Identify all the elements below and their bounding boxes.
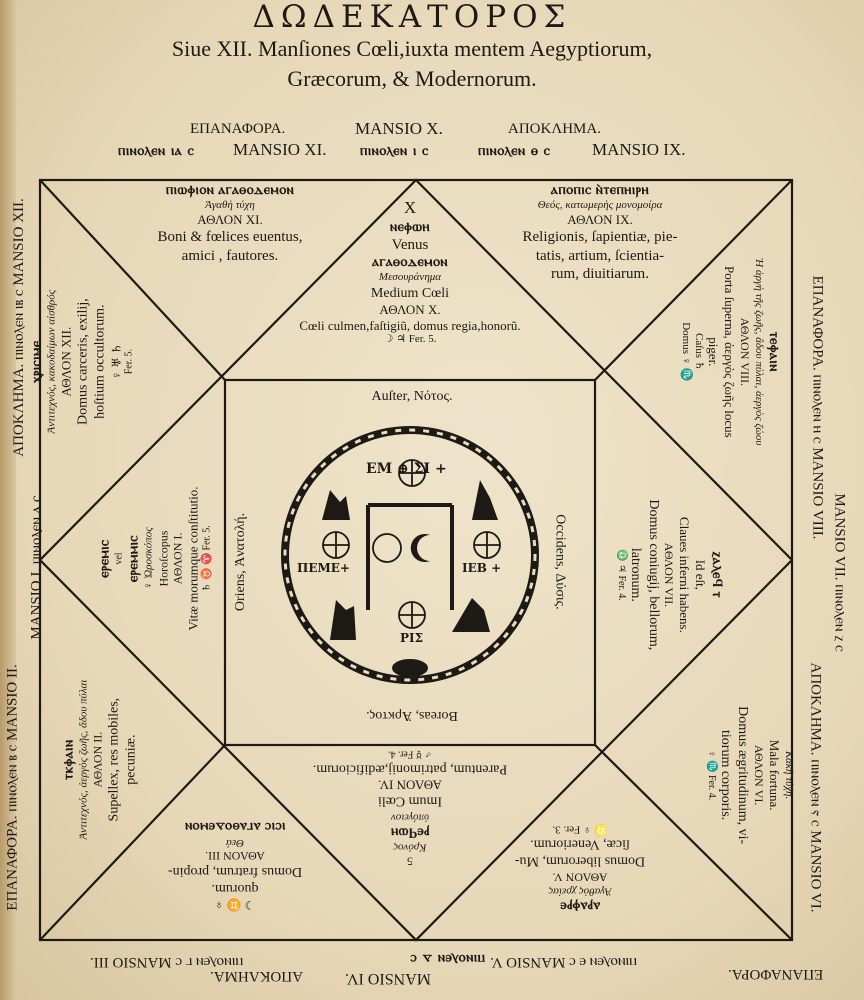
house-vii-coptic: ⲍⲁⲗⲉϥ ⲧ	[708, 551, 724, 599]
crescent-moon	[411, 534, 430, 562]
top-coptic-right: ⲡⲓⲛⲟⲗⲉⲛ ⲑ ⲥ	[478, 143, 551, 159]
house-vi-athlon: ΑΘΛΟΝ VI.	[751, 744, 766, 806]
house-iv-fer: ♂ ☿ Fer. 4.	[388, 749, 432, 761]
house-ii-line2: pecuniæ.	[123, 734, 139, 785]
bottom-apoklima: ΑΠΟΚΛΗΜΑ.	[210, 968, 303, 984]
house-xii-greek: Ἀντιτεχνός, κακοδαίμων αἰσθρός	[45, 289, 58, 434]
right-mansio-viii: ΕΠΑΝΑΦΟΡΑ. ⲡⲓⲛⲟⲗⲉⲛ ⲏ ⲥ MANSIO VIII.	[809, 275, 826, 540]
house-ix-coptic: ⲁⲡⲟⲡⲓⲥ ⲛ̀ⲧⲉⲡⲏⲓⲣⲏ	[550, 183, 650, 198]
house-ii-greek: Ἀντιτεχνός, ἀεργὸς ζωῆς, ἄδου πύλαι	[77, 679, 90, 840]
house-vii-line1: Id eſt,	[692, 559, 708, 591]
house-iii-greek: Θεά	[225, 836, 245, 849]
house-ii-coptic: ⲧⲕⲫⲁⲓⲛ	[61, 739, 77, 780]
house-x-athlon: ΑΘΛΟΝ X.	[379, 301, 441, 317]
house-iv-desc: Parentum, patrimonij,ædificiorum.	[312, 761, 508, 777]
house-iv-coptic: ⲣⲉϥⲱⲏ	[390, 824, 430, 840]
house-ix-athlon: ΑΘΛΟΝ IX.	[567, 212, 633, 228]
house-xi-greek: Ἀγαθὴ τύχη	[205, 199, 255, 212]
house-vii	[615, 470, 725, 680]
inner-square	[225, 380, 595, 745]
house-viii	[678, 232, 782, 472]
house-iii-athlon: ΑΘΛΟΝ III.	[205, 849, 265, 864]
house-vi	[705, 665, 795, 885]
house-i-athlon: ΑΘΛΟΝ I.	[170, 532, 185, 585]
house-iii-signs: ☽ ♊ ♀	[214, 897, 256, 912]
house-iv-numeral: 5	[407, 854, 413, 869]
cardinal-west: Occidens, Δύσις.	[552, 514, 568, 610]
top-mansio-xi: MANSIO XI.	[233, 140, 327, 159]
house-i	[96, 454, 213, 664]
house-xii-line1: Domus carceris, exilij,	[75, 298, 91, 426]
house-vii-line4: latronum.	[628, 547, 644, 602]
ouroboros-head	[392, 659, 428, 677]
center-left-label: ΠΕΜΕ+	[297, 561, 350, 575]
house-xii-coptic: ⲭⲣⲓⲥⲓⲙⲉ	[29, 340, 45, 383]
house-xi-line2: amici , fautores.	[181, 247, 279, 264]
house-viii-line1: Porta ſuperna, ἀεργὸς ζωῆς locus	[721, 265, 737, 438]
sun-disc	[373, 534, 401, 562]
house-i-coptic: ⲉⲣⲉⲙⲓⲥ	[97, 539, 113, 578]
bottom-mansio-iii: ⲡⲓⲛⲟⲗⲉⲛ ⲅ ⲥ MANSIO III.	[90, 954, 244, 970]
center-bottom-label: ΡΙΣ	[400, 631, 424, 645]
house-ix-line2: tatis, artium, ſcientia-	[535, 247, 665, 264]
cardinal-east: Oriens, Ἀνατολή.	[233, 512, 249, 612]
house-ii-line1: Supellex, res mobiles,	[106, 697, 122, 822]
house-vi-line3: tiorum corporis.	[718, 730, 734, 821]
house-x-medium: Medium Cœli	[370, 285, 450, 301]
right-mansio-vii: MANSIO VII. ⲡⲓⲛⲟⲗⲉⲛ ⲍ ⲥ	[831, 493, 848, 652]
house-vi-greek: Κακὴ τύχη.	[783, 750, 796, 800]
house-viii-greek: Ἡ ἀργὴ τῆς ζωῆς, ἄδου πύλαι, ἀεργὸς ζώου	[752, 258, 765, 446]
bottom-coptic-mid: ⲡⲓⲛⲟⲗⲉⲛ ⲇ ⲥ	[410, 951, 485, 967]
house-viii-line3: Caſus ♄	[692, 332, 705, 371]
house-v-athlon: ΑΘΛΟΝ V.	[552, 870, 608, 885]
house-iv-imum: Imum Cœli	[377, 794, 443, 810]
house-ii-athlon: ΑΘΛΟΝ II.	[90, 731, 105, 788]
house-viii-coptic: ⲧⲉⲫⲁⲓⲛ	[765, 331, 781, 372]
gate-symbol	[368, 505, 452, 610]
house-viii-line2: piger.	[705, 337, 721, 367]
house-i-line1: Vitæ morumque conſtitutio.	[185, 486, 201, 631]
top-mansio-ix: MANSIO IX.	[592, 140, 686, 159]
house-x-fer: ☽ ♃ Fer. 5.	[383, 333, 437, 346]
top-coptic-left: ⲡⲓⲛⲟⲗⲉⲛ ⲓⲁ ⲥ	[118, 143, 195, 159]
left-mansio-xii: ΑΠΟΚΛΗΜΑ. ⲡⲓⲛⲟⲗⲉⲛ ⲓⲃ ⲥ MANSIO XII.	[10, 198, 27, 457]
subtitle-line-2: Græcorum, & Modernorum.	[287, 66, 537, 91]
house-xii-line2: hoſtium occultorum.	[92, 304, 108, 419]
house-iv-greek2: Κρόνος	[393, 842, 427, 855]
top-apoklima: ΑΠΟΚΛΗΜΑ.	[508, 121, 601, 137]
house-i-coptic2: ⲉⲣⲉⲙⲙⲓⲥ	[126, 534, 142, 583]
house-v-line2: ſicæ, Veneriorum.	[530, 836, 630, 852]
house-v-line1: Domus liberorum, Mu-	[514, 853, 646, 869]
cardinal-north: Boreas, Ἀρκτος.	[366, 708, 458, 723]
house-xi-line1: Boni & fœlices euentus,	[157, 229, 303, 246]
house-v-fer: ♌ ♀ Fer. 3.	[552, 823, 608, 836]
house-i-vel: vel	[113, 552, 125, 565]
top-epanaphora: ΕΠΑΝΑΦΟΡΑ.	[190, 121, 286, 137]
right-mansio-vi: ΑΠΟΚΛΗΜΑ. ⲡⲓⲛⲟⲗⲉⲛ ⲋ ⲥ MANSIO VI.	[807, 662, 824, 913]
house-ix-line1: Religionis, ſapientiæ, pie-	[522, 229, 678, 246]
house-iv-athlon: ΑΘΛΟΝ IV.	[378, 778, 442, 794]
top-mansio-x: MANSIO X.	[355, 119, 443, 138]
top-coptic-mid: ⲡⲓⲛⲟⲗⲉⲛ ⲓ ⲥ	[360, 143, 429, 159]
house-vii-fer: ♎ ♃ Fer. 4.	[616, 549, 628, 601]
house-v-coptic: ⲁⲣⲁⲫⲣⲉ	[559, 898, 601, 914]
center-top-label: ΕΜ ⊕ ΣΙ +	[366, 461, 447, 477]
house-vi-line2: Domus ægritudinum, vi-	[735, 706, 751, 845]
bottom-mansio-v: ⲡⲓⲛⲟⲗⲉⲛ ⲉ ⲥ MANSIO V.	[490, 954, 638, 970]
page-title: ΔΩΔΕΚΑΤΟΡΟΣ	[252, 0, 572, 35]
house-vi-fer: ♀ ♏ Fer. 4.	[706, 749, 718, 801]
house-xii-fer: Fer. 5.	[123, 349, 135, 375]
house-viii-athlon: ΑΘΛΟΝ VIII.	[737, 317, 752, 387]
house-iii	[120, 818, 350, 912]
house-i-greek: ♀ Ὡροσκόπος	[142, 527, 155, 590]
cardinal-south: Auſter, Νότος.	[371, 389, 453, 404]
house-vii-line3: Domus coniugij, bellorum,	[645, 499, 661, 651]
house-x-planet: Venus	[391, 236, 429, 253]
house-xi-athlon: ΑΘΛΟΝ XI.	[197, 212, 263, 228]
house-ix-line3: rum, diuitiarum.	[551, 265, 649, 282]
house-i-fer: ♄ ♉ ♈ Fer. 5.	[201, 525, 213, 592]
house-xi-coptic: ⲡⲓⲱⲫⲓⲟⲛ ⲁⲅⲁⲑⲟⲇⲉⲙⲟⲛ	[165, 183, 295, 198]
house-x-numeral: X	[403, 198, 417, 217]
left-mansio-ii: ΕΠΑΝΑΦΟΡΑ. ⲡⲓⲛⲟⲗⲉⲛ ⲃ ⲥ MANSIO II.	[4, 664, 21, 911]
house-vii-athlon: ΑΘΛΟΝ VII.	[662, 542, 677, 608]
house-x-desc: Cœli culmen,faſtigiũ, domus regia,honorũ.	[299, 317, 521, 333]
house-vi-line1: Mala fortuna.	[766, 739, 782, 811]
house-xii	[28, 242, 135, 482]
house-xii-signs: ♀ ♅ ♄	[108, 343, 123, 380]
house-iii-coptic: ⲓⲥⲓⲥ ⲁⲅⲁⲑⲟⲇⲉⲙⲟⲛ	[184, 819, 286, 835]
house-iv-greek: ὑπόγειον	[390, 811, 430, 824]
subtitle-line-1: Siue XII. Manſiones Cœli,iuxta mentem Aegyptiorum,	[171, 36, 653, 61]
house-ix-greek: Θεός, κατωμερὴς μονομοίρα	[537, 199, 663, 212]
house-v-greek: Ἀγαθὸς χρείας	[548, 885, 612, 898]
house-x-coptic: ⲛⲉⲫⲱⲏ	[389, 219, 430, 235]
bottom-mansio-iv: MANSIO IV.	[345, 970, 431, 987]
house-x-greek: Μεσουράνημα	[378, 271, 442, 284]
house-xii-athlon: ΑΘΛΟΝ XII.	[58, 326, 74, 397]
house-iii-line2: quorum.	[211, 881, 259, 897]
bottom-epanaphora: ΕΠΑΝΑΦΟΡΑ.	[728, 966, 824, 982]
house-vii-line2: Claues inferni habens.	[676, 516, 692, 633]
center-right-label: ΙΕΒ +	[462, 561, 502, 575]
house-i-horoscopus: Horoſcopus	[156, 530, 171, 587]
house-iii-line1: Domus fratrum, propin-	[167, 864, 303, 880]
house-viii-line4: Domus ♀ ♏	[679, 322, 692, 382]
left-mansio-i: MANSIO I. ⲡⲓⲛⲟⲗⲉⲛ ⲁ ⲥ	[28, 495, 45, 640]
house-x-coptic2: ⲁⲅⲁⲑⲟⲇⲉⲙⲟⲛ	[372, 255, 448, 271]
